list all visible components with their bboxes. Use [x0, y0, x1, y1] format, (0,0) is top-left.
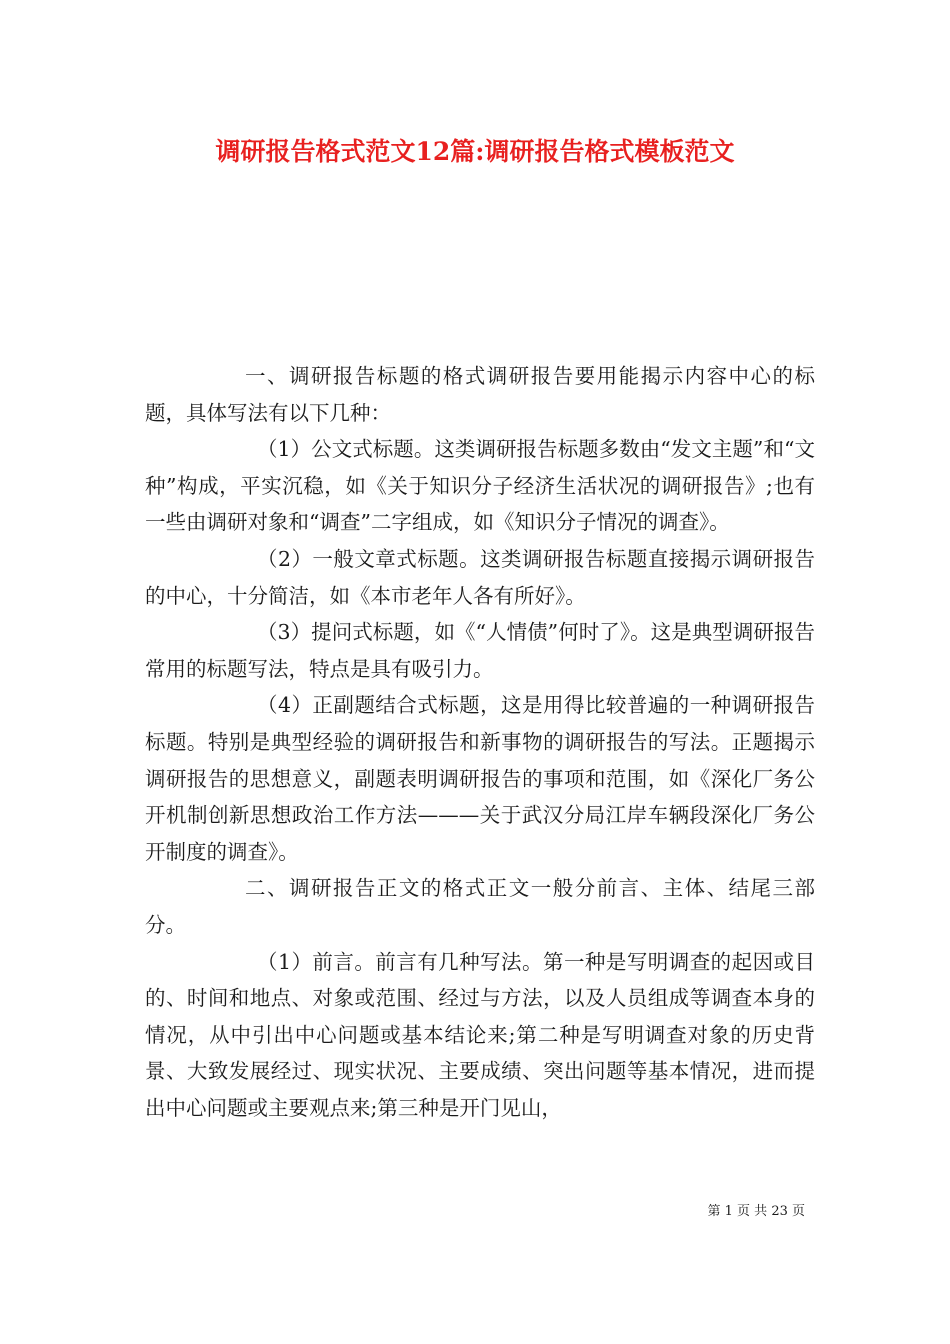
paragraph: （2）一般文章式标题。这类调研报告标题直接揭示调研报告的中心，十分简洁，如《本市老年人各有所好》。 [145, 546, 815, 608]
paragraph: （3）提问式标题，如《“人情债”何时了》。这是典型调研报告常用的标题写法，特点是具有吸引力。 [145, 620, 815, 681]
document-title: 调研报告格式范文12篇:调研报告格式模板范文 [215, 137, 735, 166]
page-footer: 第 1 页 共 23 页 [707, 1204, 805, 1219]
paragraph: （1）前言。前言有几种写法。第一种是写明调查的起因或目的、时间和地点、对象或范围、经过与方法，以及人员组成等调查本身的情况，从中引出中心问题或基本结论来;第二种是写明调查对象的历史背景、大致发展经过、现实状况、主要成绩、突出问题等基本情况，进而提出中心问题或主要观点来;第三种是开门见山， [145, 949, 815, 1120]
document-body [145, 358, 815, 1126]
paragraph: 一、调研报告标题的格式调研报告要用能揭示内容中心的标题，具体写法有以下几种： [145, 364, 815, 425]
paragraph: 二、调研报告正文的格式正文一般分前言、主体、结尾三部分。 [145, 876, 815, 937]
paragraph: （1）公文式标题。这类调研报告标题多数由“发文主题”和“文种”构成，平实沉稳，如《关于知识分子经济生活状况的调研报告》;也有一些由调研对象和“调查”二字组成，如《知识分子情况的调查》。 [145, 437, 815, 535]
paragraph: （4）正副题结合式标题，这是用得比较普遍的一种调研报告标题。特别是典型经验的调研报告和新事物的调研报告的写法。正题揭示调研报告的思想意义，副题表明调研报告的事项和范围，如《深化厂务公开机制创新思想政治工作方法———关于武汉分局江岸车辆段深化厂务公开制度的调查》。 [145, 693, 815, 864]
